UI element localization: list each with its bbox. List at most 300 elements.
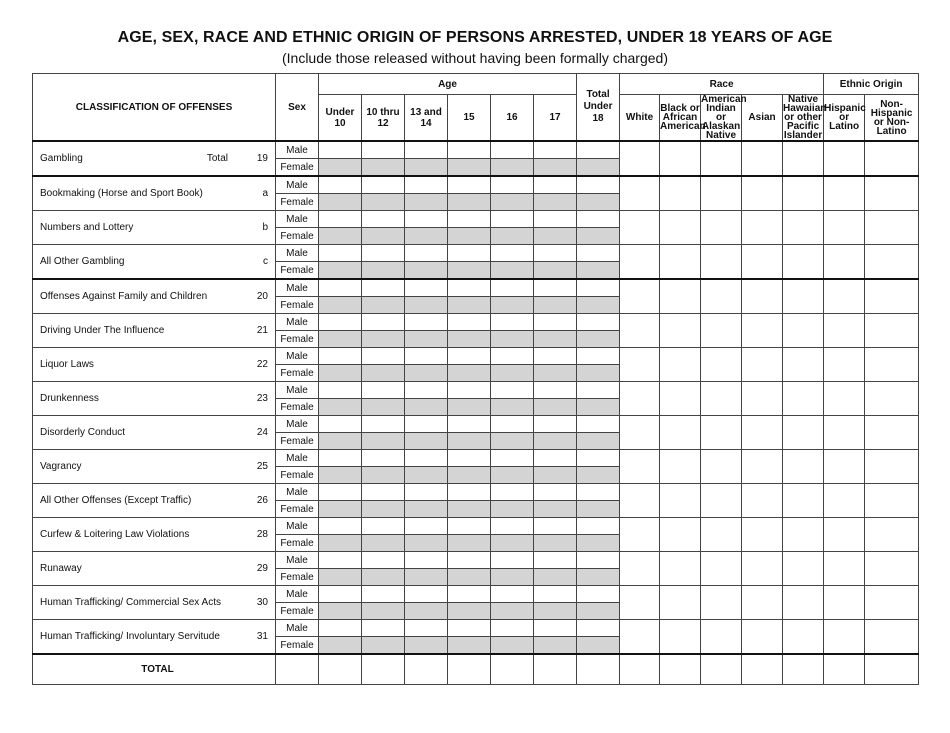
entry-cell[interactable]: [362, 141, 405, 159]
entry-cell[interactable]: [620, 279, 660, 314]
entry-cell[interactable]: [742, 484, 783, 518]
entry-cell[interactable]: [534, 552, 577, 569]
entry-cell[interactable]: [701, 382, 742, 416]
entry-cell[interactable]: [405, 569, 448, 586]
entry-cell[interactable]: [405, 159, 448, 177]
entry-cell[interactable]: [319, 211, 362, 228]
entry-cell[interactable]: [783, 245, 824, 280]
entry-cell[interactable]: [491, 416, 534, 433]
entry-cell[interactable]: [534, 535, 577, 552]
entry-cell[interactable]: [362, 297, 405, 314]
entry-cell[interactable]: [534, 245, 577, 262]
entry-cell[interactable]: [491, 450, 534, 467]
entry-cell[interactable]: [534, 194, 577, 211]
entry-cell[interactable]: [362, 194, 405, 211]
entry-cell[interactable]: [362, 535, 405, 552]
entry-cell[interactable]: [701, 245, 742, 280]
entry-cell[interactable]: [577, 433, 620, 450]
entry-cell[interactable]: [701, 416, 742, 450]
entry-cell[interactable]: [824, 279, 865, 314]
entry-cell[interactable]: [660, 279, 701, 314]
entry-cell[interactable]: [491, 433, 534, 450]
entry-cell[interactable]: [660, 586, 701, 620]
entry-cell[interactable]: [742, 620, 783, 655]
entry-cell[interactable]: [362, 348, 405, 365]
entry-cell[interactable]: [701, 211, 742, 245]
entry-cell[interactable]: [577, 603, 620, 620]
entry-cell[interactable]: [362, 620, 405, 637]
entry-cell[interactable]: [620, 176, 660, 211]
entry-cell[interactable]: [534, 314, 577, 331]
entry-cell[interactable]: [742, 518, 783, 552]
entry-cell[interactable]: [620, 348, 660, 382]
entry-cell[interactable]: [491, 331, 534, 348]
entry-cell[interactable]: [448, 569, 491, 586]
entry-cell[interactable]: [448, 228, 491, 245]
entry-cell[interactable]: [534, 382, 577, 399]
entry-cell[interactable]: [824, 141, 865, 176]
entry-cell[interactable]: [824, 176, 865, 211]
entry-cell[interactable]: [405, 194, 448, 211]
entry-cell[interactable]: [405, 365, 448, 382]
total-cell[interactable]: [319, 654, 362, 685]
entry-cell[interactable]: [865, 245, 919, 280]
entry-cell[interactable]: [448, 211, 491, 228]
entry-cell[interactable]: [783, 176, 824, 211]
entry-cell[interactable]: [577, 518, 620, 535]
entry-cell[interactable]: [577, 262, 620, 280]
entry-cell[interactable]: [620, 245, 660, 280]
entry-cell[interactable]: [577, 279, 620, 297]
entry-cell[interactable]: [660, 552, 701, 586]
total-cell[interactable]: [865, 654, 919, 685]
entry-cell[interactable]: [865, 620, 919, 655]
entry-cell[interactable]: [405, 297, 448, 314]
entry-cell[interactable]: [701, 450, 742, 484]
entry-cell[interactable]: [534, 501, 577, 518]
entry-cell[interactable]: [319, 399, 362, 416]
entry-cell[interactable]: [491, 314, 534, 331]
entry-cell[interactable]: [783, 552, 824, 586]
entry-cell[interactable]: [534, 484, 577, 501]
entry-cell[interactable]: [660, 141, 701, 176]
entry-cell[interactable]: [742, 552, 783, 586]
entry-cell[interactable]: [577, 484, 620, 501]
entry-cell[interactable]: [824, 450, 865, 484]
entry-cell[interactable]: [534, 297, 577, 314]
entry-cell[interactable]: [405, 620, 448, 637]
entry-cell[interactable]: [783, 279, 824, 314]
entry-cell[interactable]: [534, 176, 577, 194]
entry-cell[interactable]: [865, 211, 919, 245]
entry-cell[interactable]: [577, 159, 620, 177]
entry-cell[interactable]: [620, 450, 660, 484]
entry-cell[interactable]: [405, 314, 448, 331]
entry-cell[interactable]: [577, 620, 620, 637]
entry-cell[interactable]: [319, 262, 362, 280]
entry-cell[interactable]: [319, 176, 362, 194]
entry-cell[interactable]: [660, 245, 701, 280]
entry-cell[interactable]: [660, 450, 701, 484]
entry-cell[interactable]: [620, 416, 660, 450]
entry-cell[interactable]: [865, 416, 919, 450]
entry-cell[interactable]: [319, 535, 362, 552]
entry-cell[interactable]: [783, 382, 824, 416]
entry-cell[interactable]: [362, 450, 405, 467]
entry-cell[interactable]: [577, 501, 620, 518]
total-cell[interactable]: [742, 654, 783, 685]
entry-cell[interactable]: [362, 279, 405, 297]
entry-cell[interactable]: [448, 603, 491, 620]
entry-cell[interactable]: [534, 262, 577, 280]
entry-cell[interactable]: [824, 314, 865, 348]
entry-cell[interactable]: [491, 159, 534, 177]
entry-cell[interactable]: [362, 228, 405, 245]
entry-cell[interactable]: [405, 603, 448, 620]
entry-cell[interactable]: [577, 314, 620, 331]
entry-cell[interactable]: [577, 141, 620, 159]
entry-cell[interactable]: [319, 331, 362, 348]
entry-cell[interactable]: [491, 279, 534, 297]
entry-cell[interactable]: [448, 450, 491, 467]
entry-cell[interactable]: [491, 484, 534, 501]
entry-cell[interactable]: [405, 211, 448, 228]
entry-cell[interactable]: [405, 262, 448, 280]
entry-cell[interactable]: [534, 450, 577, 467]
entry-cell[interactable]: [491, 518, 534, 535]
entry-cell[interactable]: [491, 262, 534, 280]
entry-cell[interactable]: [448, 245, 491, 262]
entry-cell[interactable]: [405, 552, 448, 569]
entry-cell[interactable]: [448, 314, 491, 331]
entry-cell[interactable]: [577, 228, 620, 245]
entry-cell[interactable]: [448, 348, 491, 365]
total-cell[interactable]: [620, 654, 660, 685]
entry-cell[interactable]: [701, 141, 742, 176]
entry-cell[interactable]: [319, 416, 362, 433]
entry-cell[interactable]: [701, 348, 742, 382]
entry-cell[interactable]: [783, 586, 824, 620]
entry-cell[interactable]: [577, 535, 620, 552]
entry-cell[interactable]: [448, 484, 491, 501]
entry-cell[interactable]: [405, 399, 448, 416]
entry-cell[interactable]: [577, 382, 620, 399]
entry-cell[interactable]: [319, 552, 362, 569]
entry-cell[interactable]: [701, 279, 742, 314]
entry-cell[interactable]: [865, 348, 919, 382]
entry-cell[interactable]: [405, 484, 448, 501]
total-cell[interactable]: [276, 654, 319, 685]
entry-cell[interactable]: [405, 141, 448, 159]
entry-cell[interactable]: [534, 211, 577, 228]
entry-cell[interactable]: [865, 484, 919, 518]
entry-cell[interactable]: [448, 194, 491, 211]
entry-cell[interactable]: [362, 552, 405, 569]
entry-cell[interactable]: [620, 620, 660, 655]
entry-cell[interactable]: [362, 176, 405, 194]
entry-cell[interactable]: [783, 416, 824, 450]
entry-cell[interactable]: [742, 245, 783, 280]
entry-cell[interactable]: [534, 586, 577, 603]
entry-cell[interactable]: [701, 586, 742, 620]
entry-cell[interactable]: [319, 365, 362, 382]
entry-cell[interactable]: [405, 245, 448, 262]
entry-cell[interactable]: [405, 348, 448, 365]
entry-cell[interactable]: [577, 569, 620, 586]
entry-cell[interactable]: [742, 348, 783, 382]
entry-cell[interactable]: [865, 141, 919, 176]
total-cell[interactable]: [405, 654, 448, 685]
entry-cell[interactable]: [319, 245, 362, 262]
entry-cell[interactable]: [824, 552, 865, 586]
entry-cell[interactable]: [448, 433, 491, 450]
entry-cell[interactable]: [448, 399, 491, 416]
entry-cell[interactable]: [620, 484, 660, 518]
entry-cell[interactable]: [319, 348, 362, 365]
entry-cell[interactable]: [742, 416, 783, 450]
entry-cell[interactable]: [319, 159, 362, 177]
entry-cell[interactable]: [405, 467, 448, 484]
entry-cell[interactable]: [577, 467, 620, 484]
entry-cell[interactable]: [319, 501, 362, 518]
entry-cell[interactable]: [448, 331, 491, 348]
entry-cell[interactable]: [491, 399, 534, 416]
entry-cell[interactable]: [491, 620, 534, 637]
entry-cell[interactable]: [362, 365, 405, 382]
entry-cell[interactable]: [319, 637, 362, 655]
entry-cell[interactable]: [783, 314, 824, 348]
entry-cell[interactable]: [783, 484, 824, 518]
entry-cell[interactable]: [534, 159, 577, 177]
entry-cell[interactable]: [534, 399, 577, 416]
entry-cell[interactable]: [448, 159, 491, 177]
entry-cell[interactable]: [448, 365, 491, 382]
entry-cell[interactable]: [319, 279, 362, 297]
entry-cell[interactable]: [824, 416, 865, 450]
entry-cell[interactable]: [362, 262, 405, 280]
entry-cell[interactable]: [362, 433, 405, 450]
entry-cell[interactable]: [491, 176, 534, 194]
entry-cell[interactable]: [577, 552, 620, 569]
entry-cell[interactable]: [577, 211, 620, 228]
entry-cell[interactable]: [319, 141, 362, 159]
entry-cell[interactable]: [620, 518, 660, 552]
entry-cell[interactable]: [319, 450, 362, 467]
entry-cell[interactable]: [405, 279, 448, 297]
entry-cell[interactable]: [660, 314, 701, 348]
entry-cell[interactable]: [319, 228, 362, 245]
total-cell[interactable]: [701, 654, 742, 685]
entry-cell[interactable]: [319, 314, 362, 331]
entry-cell[interactable]: [865, 176, 919, 211]
entry-cell[interactable]: [448, 518, 491, 535]
entry-cell[interactable]: [405, 433, 448, 450]
entry-cell[interactable]: [824, 484, 865, 518]
entry-cell[interactable]: [534, 433, 577, 450]
entry-cell[interactable]: [660, 211, 701, 245]
entry-cell[interactable]: [319, 518, 362, 535]
entry-cell[interactable]: [405, 176, 448, 194]
entry-cell[interactable]: [660, 348, 701, 382]
entry-cell[interactable]: [865, 279, 919, 314]
entry-cell[interactable]: [620, 552, 660, 586]
entry-cell[interactable]: [362, 603, 405, 620]
total-cell[interactable]: [783, 654, 824, 685]
entry-cell[interactable]: [577, 331, 620, 348]
entry-cell[interactable]: [362, 159, 405, 177]
entry-cell[interactable]: [701, 552, 742, 586]
entry-cell[interactable]: [405, 331, 448, 348]
entry-cell[interactable]: [362, 331, 405, 348]
entry-cell[interactable]: [865, 314, 919, 348]
entry-cell[interactable]: [319, 382, 362, 399]
entry-cell[interactable]: [448, 620, 491, 637]
entry-cell[interactable]: [783, 518, 824, 552]
entry-cell[interactable]: [319, 586, 362, 603]
entry-cell[interactable]: [534, 467, 577, 484]
entry-cell[interactable]: [362, 467, 405, 484]
entry-cell[interactable]: [491, 637, 534, 655]
entry-cell[interactable]: [448, 637, 491, 655]
entry-cell[interactable]: [405, 450, 448, 467]
entry-cell[interactable]: [534, 569, 577, 586]
entry-cell[interactable]: [362, 382, 405, 399]
entry-cell[interactable]: [448, 262, 491, 280]
entry-cell[interactable]: [534, 637, 577, 655]
entry-cell[interactable]: [448, 279, 491, 297]
entry-cell[interactable]: [577, 245, 620, 262]
entry-cell[interactable]: [534, 365, 577, 382]
entry-cell[interactable]: [534, 416, 577, 433]
entry-cell[interactable]: [491, 141, 534, 159]
total-cell[interactable]: [534, 654, 577, 685]
entry-cell[interactable]: [742, 382, 783, 416]
entry-cell[interactable]: [491, 501, 534, 518]
entry-cell[interactable]: [362, 518, 405, 535]
entry-cell[interactable]: [491, 467, 534, 484]
entry-cell[interactable]: [491, 245, 534, 262]
entry-cell[interactable]: [742, 450, 783, 484]
entry-cell[interactable]: [824, 245, 865, 280]
entry-cell[interactable]: [701, 314, 742, 348]
entry-cell[interactable]: [491, 228, 534, 245]
entry-cell[interactable]: [701, 176, 742, 211]
entry-cell[interactable]: [491, 382, 534, 399]
entry-cell[interactable]: [319, 467, 362, 484]
entry-cell[interactable]: [742, 211, 783, 245]
total-cell[interactable]: [824, 654, 865, 685]
entry-cell[interactable]: [448, 586, 491, 603]
entry-cell[interactable]: [405, 535, 448, 552]
entry-cell[interactable]: [660, 382, 701, 416]
entry-cell[interactable]: [577, 176, 620, 194]
entry-cell[interactable]: [534, 279, 577, 297]
entry-cell[interactable]: [362, 416, 405, 433]
entry-cell[interactable]: [577, 194, 620, 211]
entry-cell[interactable]: [405, 518, 448, 535]
entry-cell[interactable]: [824, 382, 865, 416]
entry-cell[interactable]: [362, 211, 405, 228]
entry-cell[interactable]: [491, 569, 534, 586]
entry-cell[interactable]: [783, 620, 824, 655]
entry-cell[interactable]: [448, 467, 491, 484]
entry-cell[interactable]: [319, 603, 362, 620]
entry-cell[interactable]: [620, 141, 660, 176]
entry-cell[interactable]: [577, 399, 620, 416]
entry-cell[interactable]: [865, 518, 919, 552]
entry-cell[interactable]: [319, 297, 362, 314]
entry-cell[interactable]: [577, 416, 620, 433]
entry-cell[interactable]: [660, 518, 701, 552]
entry-cell[interactable]: [534, 331, 577, 348]
entry-cell[interactable]: [824, 518, 865, 552]
entry-cell[interactable]: [660, 620, 701, 655]
entry-cell[interactable]: [491, 365, 534, 382]
entry-cell[interactable]: [534, 620, 577, 637]
entry-cell[interactable]: [577, 365, 620, 382]
entry-cell[interactable]: [742, 176, 783, 211]
entry-cell[interactable]: [824, 211, 865, 245]
entry-cell[interactable]: [319, 569, 362, 586]
entry-cell[interactable]: [742, 141, 783, 176]
entry-cell[interactable]: [620, 211, 660, 245]
entry-cell[interactable]: [742, 586, 783, 620]
entry-cell[interactable]: [362, 637, 405, 655]
entry-cell[interactable]: [701, 518, 742, 552]
entry-cell[interactable]: [405, 501, 448, 518]
entry-cell[interactable]: [491, 348, 534, 365]
entry-cell[interactable]: [448, 535, 491, 552]
entry-cell[interactable]: [577, 450, 620, 467]
entry-cell[interactable]: [824, 586, 865, 620]
entry-cell[interactable]: [865, 552, 919, 586]
entry-cell[interactable]: [865, 586, 919, 620]
entry-cell[interactable]: [319, 194, 362, 211]
entry-cell[interactable]: [783, 450, 824, 484]
entry-cell[interactable]: [783, 141, 824, 176]
entry-cell[interactable]: [534, 348, 577, 365]
entry-cell[interactable]: [491, 603, 534, 620]
entry-cell[interactable]: [701, 484, 742, 518]
entry-cell[interactable]: [362, 569, 405, 586]
entry-cell[interactable]: [577, 637, 620, 655]
total-cell[interactable]: [491, 654, 534, 685]
entry-cell[interactable]: [491, 552, 534, 569]
entry-cell[interactable]: [319, 433, 362, 450]
entry-cell[interactable]: [534, 518, 577, 535]
entry-cell[interactable]: [534, 228, 577, 245]
entry-cell[interactable]: [405, 586, 448, 603]
total-cell[interactable]: [362, 654, 405, 685]
entry-cell[interactable]: [491, 297, 534, 314]
entry-cell[interactable]: [448, 501, 491, 518]
entry-cell[interactable]: [405, 637, 448, 655]
entry-cell[interactable]: [660, 484, 701, 518]
entry-cell[interactable]: [362, 586, 405, 603]
entry-cell[interactable]: [701, 620, 742, 655]
entry-cell[interactable]: [448, 382, 491, 399]
entry-cell[interactable]: [865, 382, 919, 416]
entry-cell[interactable]: [405, 382, 448, 399]
entry-cell[interactable]: [783, 211, 824, 245]
entry-cell[interactable]: [362, 484, 405, 501]
entry-cell[interactable]: [362, 314, 405, 331]
entry-cell[interactable]: [577, 297, 620, 314]
entry-cell[interactable]: [448, 297, 491, 314]
entry-cell[interactable]: [319, 620, 362, 637]
entry-cell[interactable]: [319, 484, 362, 501]
entry-cell[interactable]: [620, 314, 660, 348]
